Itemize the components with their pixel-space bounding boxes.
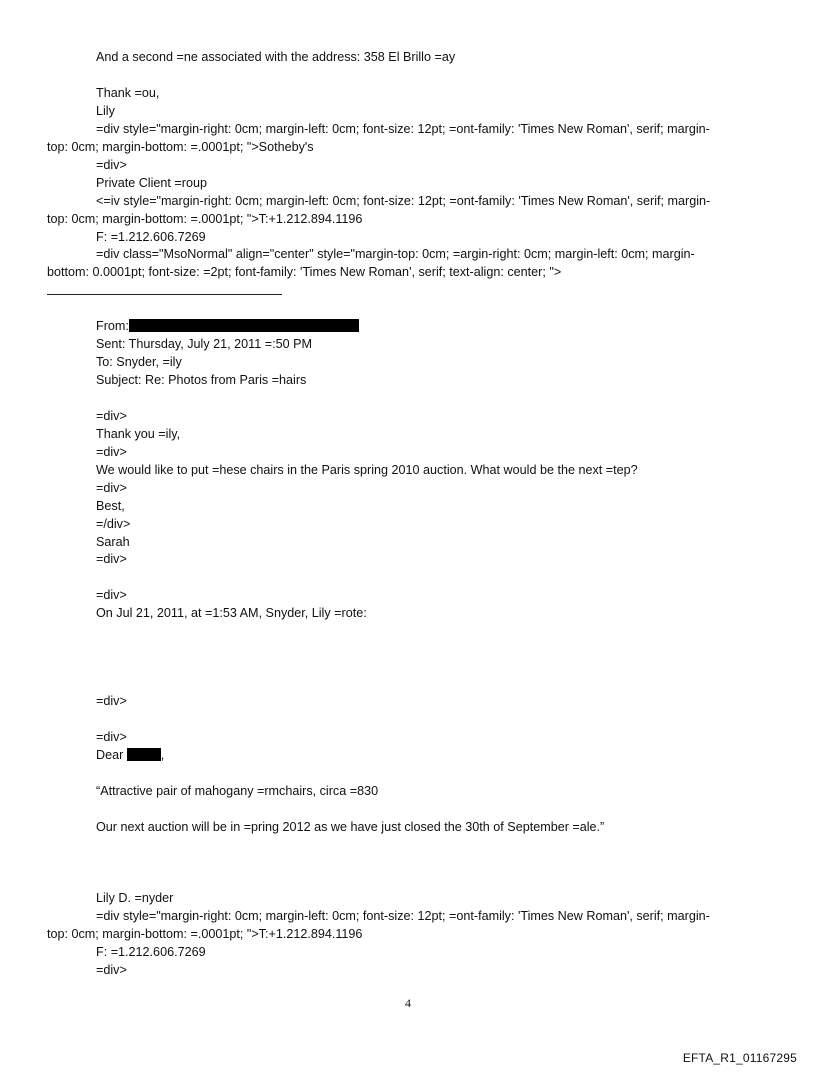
html-fragment-line: =div style="margin-right: 0cm; margin-left: 0cm; font-size: 12pt; =ont-family: 'Times New Roman', serif; margin- <box>96 909 710 923</box>
html-fragment-line: top: 0cm; margin-bottom: =.0001pt; ">T:+1.212.894.1196 <box>47 212 363 226</box>
html-fragment-line: =div> <box>96 445 127 459</box>
html-fragment-line: bottom: 0.0001pt; font-size: =2pt; font-family: 'Times New Roman', serif; text-align: center; "> <box>47 265 562 279</box>
html-fragment-line: =div> <box>96 409 127 423</box>
email-header-subject: Subject: Re: Photos from Paris =hairs <box>96 373 307 387</box>
email-header-from <box>96 318 359 334</box>
html-fragment-line: top: 0cm; margin-bottom: =.0001pt; ">Sotheby's <box>47 140 314 154</box>
email-text-line: Our next auction will be in =pring 2012 as we have just closed the 30th of September =ale.” <box>96 820 605 834</box>
email-text-line: Best, <box>96 499 125 513</box>
email-text-line: Lily D. =nyder <box>96 891 174 905</box>
email-text-line: Sarah <box>96 535 130 549</box>
email-text-line: F: =1.212.606.7269 <box>96 230 206 244</box>
email-text-line: Private Client =roup <box>96 176 207 190</box>
html-fragment-line: =div> <box>96 158 127 172</box>
salutation-label: Dear <box>96 748 124 762</box>
email-text-line: We would like to put =hese chairs in the Paris spring 2010 auction. What would be the next =tep? <box>96 463 638 477</box>
email-text-line: Thank you =ily, <box>96 427 181 441</box>
html-fragment-line: =div style="margin-right: 0cm; margin-left: 0cm; font-size: 12pt; =ont-family: 'Times New Roman', serif; margin- <box>96 122 710 136</box>
from-label: From: <box>96 319 129 333</box>
email-text-line <box>96 747 164 763</box>
html-fragment-line: =div> <box>96 963 127 977</box>
html-fragment-line: top: 0cm; margin-bottom: =.0001pt; ">T:+1.212.894.1196 <box>47 927 363 941</box>
email-text-line: Thank =ou, <box>96 86 160 100</box>
email-header-sent: Sent: Thursday, July 21, 2011 =:50 PM <box>96 337 312 351</box>
email-text-line: F: =1.212.606.7269 <box>96 945 206 959</box>
html-fragment-line: =div> <box>96 730 127 744</box>
email-text-line: On Jul 21, 2011, at =1:53 AM, Snyder, Lily =rote: <box>96 606 367 620</box>
email-header-to: To: Snyder, =ily <box>96 355 182 369</box>
separator-rule <box>47 294 282 295</box>
document-id: EFTA_R1_01167295 <box>682 1051 797 1065</box>
html-fragment-line: =div> <box>96 588 127 602</box>
salutation-comma: , <box>160 748 165 762</box>
redaction-box <box>127 748 161 761</box>
redaction-box <box>129 319 359 332</box>
html-fragment-line: =div> <box>96 694 127 708</box>
html-fragment-line: =div> <box>96 481 127 495</box>
html-fragment-line: =/div> <box>96 517 131 531</box>
email-text-line: And a second =ne associated with the address: 358 El Brillo =ay <box>96 50 456 64</box>
email-text-line: Lily <box>96 104 115 118</box>
html-fragment-line: =div> <box>96 552 127 566</box>
email-text-line: “Attractive pair of mahogany =rmchairs, circa =830 <box>96 784 379 798</box>
html-fragment-line: =div class="MsoNormal" align="center" style="margin-top: 0cm; =argin-right: 0cm; margin-left: 0cm; margin- <box>96 247 695 261</box>
page-number: 4 <box>405 996 411 1010</box>
html-fragment-line: <=iv style="margin-right: 0cm; margin-left: 0cm; font-size: 12pt; =ont-family: 'Times New Roman', serif; margin- <box>96 194 711 208</box>
